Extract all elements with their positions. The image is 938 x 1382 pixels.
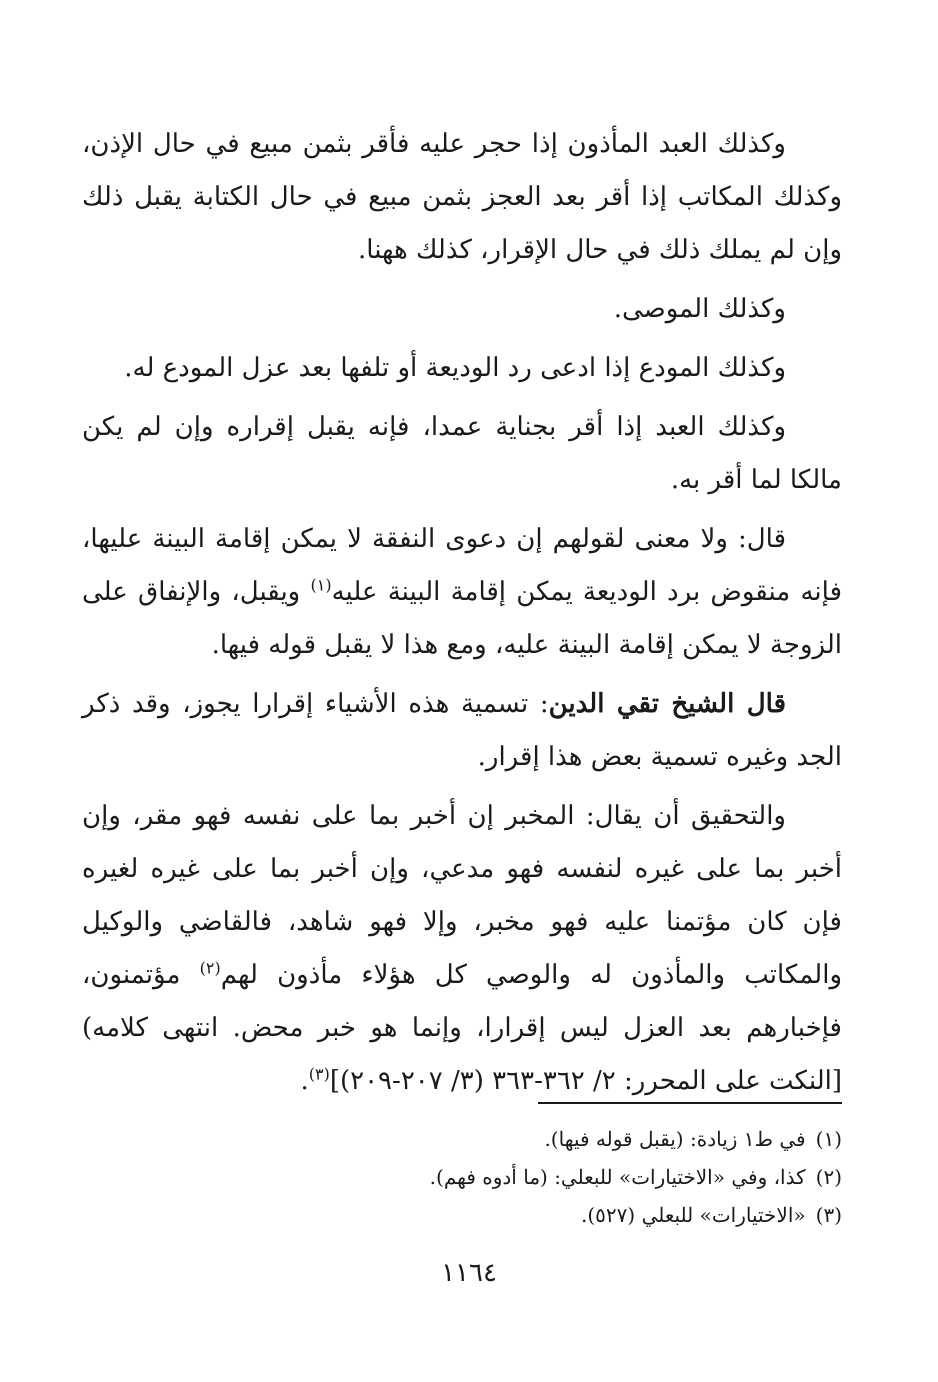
footnotes — [82, 1120, 842, 1234]
footnote-text: كذا، وفي «الاختيارات» للبعلي: (ما أدوه فهم). — [429, 1165, 806, 1189]
footnote-number: (٣) — [815, 1203, 842, 1227]
footnote-reference[interactable]: (٣) — [308, 1064, 330, 1084]
paragraph-text: ويقبل، والإنفاق على الزوجة لا يمكن إقامة البينة عليه، ومع هذا لا يقبل قوله فيها. — [82, 577, 842, 660]
paragraph-end: . — [300, 1066, 309, 1096]
paragraph — [82, 118, 842, 277]
paragraph-text: : تسمية هذه الأشياء إقرارا يجوز، وقد ذكر الجد وغيره تسمية بعض هذا إقرار. — [82, 689, 842, 772]
paragraph — [82, 790, 842, 1108]
main-text — [82, 118, 842, 1114]
paragraph-text: مؤتمنون، فإخبارهم بعد العزل ليس إقرارا، وإنما هو خبر محض. انتهى كلامه) [النكت على المحرر: ٢/ ٣٦٢-٣٦٣ (٣/ ٢٠٧-٢٠٩)] — [82, 960, 842, 1096]
paragraph-text: وكذلك العبد إذا أقر بجناية عمدا، فإنه يقبل إقراره وإن لم يكن مالكا لما أقر به. — [82, 412, 842, 495]
footnote — [82, 1120, 842, 1158]
paragraph — [82, 342, 842, 395]
footnote-text: «الاختيارات» للبعلي (٥٢٧). — [581, 1203, 806, 1227]
footnote — [82, 1158, 842, 1196]
paragraph — [82, 513, 842, 672]
paragraph-text: قال: ولا معنى لقولهم إن دعوى النفقة لا يمكن إقامة البينة عليها، فإنه منقوض برد الوديعة يمكن إقامة البينة عليه — [82, 524, 842, 607]
paragraph — [82, 283, 842, 336]
paragraph — [82, 401, 842, 507]
paragraph-text: وكذلك المودع إذا ادعى رد الوديعة أو تلفها بعد عزل المودع له. — [124, 353, 786, 383]
paragraph — [82, 678, 842, 784]
paragraph-text: وكذلك الموصى. — [613, 294, 786, 324]
footnote-reference[interactable]: (١) — [310, 575, 332, 595]
footnote-text: في ط١ زيادة: (يقبل قوله فيها). — [544, 1127, 806, 1151]
footnote-reference[interactable]: (٢) — [199, 958, 221, 978]
speaker-name: قال الشيخ تقي الدين — [548, 689, 786, 719]
footnote-number: (٢) — [815, 1165, 842, 1189]
page-number: ١١٦٤ — [441, 1258, 497, 1288]
footnote-number: (١) — [815, 1127, 842, 1151]
footnote-divider — [538, 1102, 842, 1104]
paragraph-text: وكذلك العبد المأذون إذا حجر عليه فأقر بثمن مبيع في حال الإذن، وكذلك المكاتب إذا أقر بعد العجز بثمن مبيع في حال الكتابة يقبل ذلك وإن لم يملك ذلك في حال الإقرار، كذلك ههنا. — [82, 129, 842, 265]
paragraph-text: والتحقيق أن يقال: المخبر إن أخبر بما على نفسه فهو مقر، وإن أخبر بما على غيره لنفسه فهو مدعي، وإن أخبر بما على غيره لغيره فإن كان مؤتمنا عليه فهو مخبر، وإلا فهو شاهد، فالقاضي والوكيل والمكاتب والمأذون له والوصي كل هؤلاء مأذون لهم — [82, 801, 843, 990]
footnote — [82, 1196, 842, 1234]
